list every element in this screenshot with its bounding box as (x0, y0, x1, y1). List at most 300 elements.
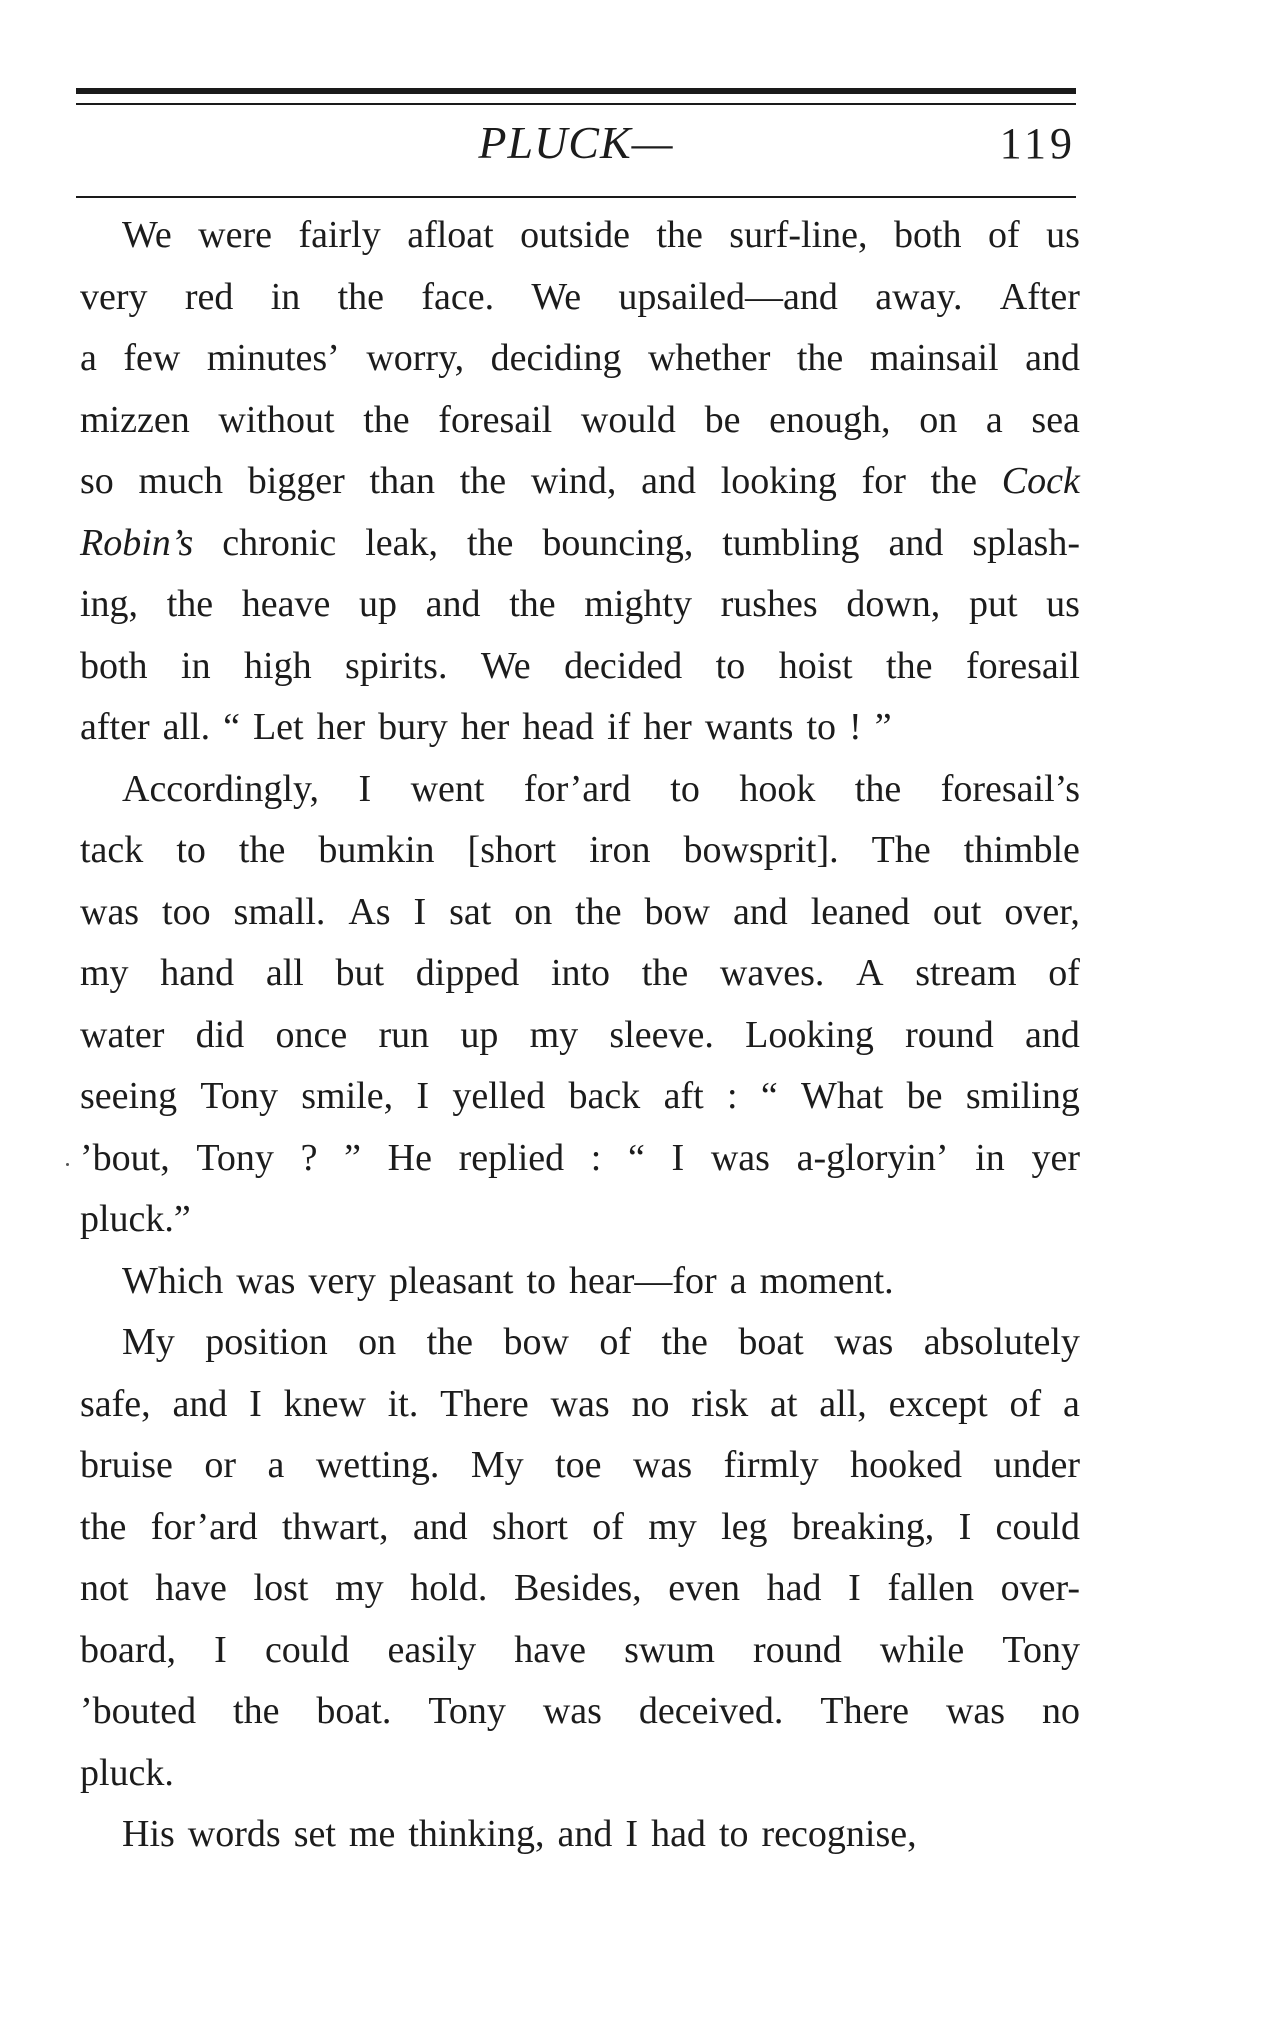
word: both (80, 644, 148, 687)
word: thinking, (408, 1813, 545, 1855)
word: I (214, 1628, 227, 1671)
word: firmly (723, 1444, 819, 1486)
word: iron (589, 829, 651, 871)
word: minutes’ (206, 337, 340, 379)
print-speck (66, 1163, 69, 1166)
word: sleeve. (609, 1013, 714, 1056)
word: the (426, 1321, 474, 1363)
word: afloat (407, 214, 494, 256)
word: replied (458, 1136, 565, 1179)
header-rule-bottom (76, 196, 1076, 198)
word: of (592, 1505, 624, 1548)
word: splash- (972, 521, 1080, 564)
word: We (531, 275, 582, 318)
word: toe (555, 1444, 602, 1486)
text-line (80, 1681, 1080, 1743)
word: the (930, 460, 978, 502)
word: all. (162, 706, 211, 748)
word: mainsail (869, 337, 999, 379)
word: seeing (80, 1075, 178, 1117)
word: Robin’s (80, 521, 194, 564)
running-title: PLUCK— (478, 117, 674, 168)
word: was (633, 1444, 693, 1486)
word: the (886, 644, 933, 687)
word: and (557, 1813, 613, 1855)
text-line (80, 697, 1080, 759)
word: The (871, 829, 931, 871)
word: looking (720, 460, 837, 502)
word: went (410, 767, 485, 810)
word: on (514, 890, 553, 933)
word: recognise, (761, 1813, 917, 1855)
word: for’ard (523, 767, 631, 810)
word: mighty (584, 583, 692, 625)
text-line (80, 1189, 1080, 1251)
word: for’ard (150, 1505, 258, 1548)
word: to (176, 829, 206, 871)
word: on (358, 1321, 397, 1363)
text-line (80, 513, 1080, 575)
word: “ (760, 1075, 778, 1117)
text-line (80, 1743, 1080, 1805)
word: Which (122, 1259, 224, 1302)
word: or (204, 1444, 237, 1486)
word: no (1042, 1690, 1080, 1732)
word: very (80, 275, 148, 318)
word: and (1025, 1013, 1080, 1056)
word: the (363, 398, 410, 441)
word: me (348, 1813, 396, 1855)
word: smiling (965, 1075, 1080, 1117)
word: Looking (745, 1013, 874, 1056)
text-line (80, 574, 1080, 636)
word: a (80, 337, 97, 379)
word: of (1009, 1382, 1042, 1425)
paragraph (80, 1312, 1080, 1804)
word: leaned (810, 890, 910, 933)
word: ! (849, 706, 862, 748)
text-line (80, 451, 1080, 513)
word: ” (874, 706, 892, 748)
word: without (218, 398, 335, 441)
word: I (848, 1567, 861, 1609)
word: deciding (490, 337, 622, 379)
word: had (651, 1813, 706, 1855)
word: fallen (887, 1567, 974, 1609)
word: over, (1004, 890, 1080, 933)
word: the (796, 337, 844, 379)
paragraph (80, 1804, 1080, 1866)
word: board, (80, 1628, 177, 1671)
word: I (413, 890, 427, 933)
word: over- (1000, 1567, 1080, 1609)
text-line (80, 636, 1080, 698)
word: away. (875, 275, 963, 318)
word: fairly (298, 214, 381, 256)
word: hold. (410, 1567, 488, 1609)
word: Accordingly, (122, 767, 319, 810)
word: us (1046, 583, 1080, 625)
word: knew (283, 1382, 366, 1425)
word: up (460, 1013, 499, 1056)
word: head (522, 706, 595, 748)
word: to (526, 1259, 557, 1302)
word: hand (160, 952, 235, 994)
word: her (643, 706, 692, 748)
word: stream (915, 952, 1017, 994)
text-line (80, 882, 1080, 944)
paragraph (80, 205, 1080, 759)
word: could (264, 1628, 350, 1671)
word: the (80, 1505, 127, 1548)
word: lost (253, 1567, 309, 1609)
word: boat (738, 1321, 804, 1363)
word: and (888, 521, 944, 564)
word: yelled (452, 1075, 546, 1117)
word: a (267, 1444, 285, 1486)
word: my (80, 952, 129, 994)
word: bruise (80, 1444, 173, 1486)
word: of (599, 1321, 631, 1363)
word: upsailed—and (618, 275, 838, 318)
word: Tony (428, 1690, 506, 1732)
word: no (631, 1382, 670, 1425)
word: was (542, 1690, 602, 1732)
word: Tony (200, 1075, 278, 1117)
word: pluck. (80, 1751, 174, 1794)
word: whether (647, 337, 771, 379)
word: was (236, 1259, 296, 1302)
word: except (888, 1382, 988, 1425)
word: her (316, 706, 366, 748)
word: After (999, 275, 1080, 318)
word: surf-line, (729, 214, 868, 256)
word: My (470, 1444, 524, 1486)
word: the (509, 583, 556, 625)
word: a (729, 1259, 747, 1302)
word: and (1025, 337, 1080, 379)
word: thwart, (281, 1505, 389, 1548)
running-head (76, 116, 1076, 176)
word: be (906, 1075, 943, 1117)
word: high (244, 644, 312, 687)
text-line (80, 328, 1080, 390)
word: breaking, (791, 1505, 935, 1548)
word: the (854, 767, 902, 810)
word: “ (223, 706, 240, 748)
text-line (80, 943, 1080, 1005)
word: to (670, 767, 700, 810)
word: position (205, 1321, 328, 1363)
word: have (514, 1628, 586, 1671)
word: tumbling (722, 521, 860, 564)
word: Cock (1001, 460, 1080, 502)
word: back (568, 1075, 641, 1117)
word: We (122, 214, 172, 256)
word: dipped (415, 952, 520, 994)
word: would (580, 398, 676, 441)
word: up (359, 583, 398, 625)
word: worry, (366, 337, 465, 379)
word: in (270, 275, 301, 318)
word: on (919, 398, 958, 441)
word: hoist (778, 644, 853, 687)
word: were (198, 214, 272, 256)
word: too (162, 890, 211, 933)
word: foresail’s (940, 767, 1080, 810)
word: after (80, 706, 150, 748)
word: spirits. (345, 644, 448, 687)
word: the (641, 952, 689, 994)
word: round (905, 1013, 994, 1056)
word: heave (241, 583, 331, 625)
word: hooked (850, 1444, 962, 1486)
word: the (166, 583, 214, 625)
text-line (80, 1804, 1080, 1866)
word: leg (721, 1505, 768, 1548)
page-number: 119 (999, 119, 1076, 168)
word: in (181, 644, 211, 687)
word: face. (421, 275, 495, 318)
word: words (187, 1813, 281, 1855)
word: chronic (222, 521, 337, 564)
word: ing, (80, 583, 139, 625)
text-line (80, 1435, 1080, 1497)
word: it. (387, 1382, 419, 1425)
word: for (861, 460, 906, 502)
word: water (80, 1013, 165, 1056)
word: short (491, 1505, 568, 1548)
word: her (460, 706, 510, 748)
text-line (80, 390, 1080, 452)
word: in (975, 1136, 1005, 1179)
word: thimble (963, 829, 1080, 871)
word: tack (80, 829, 144, 871)
word: but (335, 952, 385, 994)
word: ’bouted (80, 1690, 197, 1732)
text-line (80, 1620, 1080, 1682)
text-line (80, 1497, 1080, 1559)
word: outside (520, 214, 630, 256)
word: bowsprit]. (683, 829, 839, 871)
word: deceived. (638, 1690, 784, 1732)
word: us (1046, 214, 1080, 256)
word: of (1048, 952, 1080, 994)
word: very (308, 1259, 376, 1302)
word: I (249, 1382, 262, 1425)
header-rule-thick (76, 88, 1076, 94)
word: hear—for (569, 1259, 717, 1302)
word: much (138, 460, 223, 502)
word: I (416, 1075, 430, 1117)
text-line (80, 267, 1080, 329)
word: rushes (720, 583, 818, 625)
text-line (80, 1558, 1080, 1620)
word: pleasant (388, 1259, 514, 1302)
word: to (718, 1813, 749, 1855)
word: I (625, 1813, 639, 1855)
word: foresail (965, 644, 1080, 687)
word: moment. (759, 1259, 894, 1302)
word: at (770, 1382, 798, 1425)
word: ” (344, 1136, 361, 1179)
word: run (378, 1013, 430, 1056)
word: easily (387, 1628, 477, 1671)
text-line (80, 1312, 1080, 1374)
word: risk (691, 1382, 749, 1425)
word: out (932, 890, 982, 933)
word: : (726, 1075, 738, 1117)
word: bow (644, 890, 710, 933)
word: was (710, 1136, 770, 1179)
word: Besides, (513, 1567, 642, 1609)
word: was (80, 890, 140, 933)
word: boat. (316, 1690, 392, 1732)
word: and (172, 1382, 228, 1425)
word: His (122, 1813, 175, 1855)
word: even (668, 1567, 741, 1609)
word: wetting. (315, 1444, 440, 1486)
word: My (122, 1321, 175, 1363)
word: We (480, 644, 531, 687)
word: put (968, 583, 1018, 625)
paragraph (80, 759, 1080, 1251)
word: into (550, 952, 611, 994)
word: under (993, 1444, 1080, 1486)
word: ? (300, 1136, 318, 1179)
word: have (155, 1567, 227, 1609)
text-line (80, 205, 1080, 267)
paragraph (80, 1251, 1080, 1313)
word: a (1062, 1382, 1080, 1425)
word: I (358, 767, 372, 810)
word: to (806, 706, 837, 748)
word: my (335, 1567, 384, 1609)
word: smile, (301, 1075, 394, 1117)
word: bow (503, 1321, 569, 1363)
word: decided (564, 644, 683, 687)
word: both (893, 214, 962, 256)
word: mizzen (80, 398, 190, 441)
word: a-gloryin’ (796, 1136, 949, 1179)
word: and (732, 890, 788, 933)
word: the (466, 521, 514, 564)
word: swum (624, 1628, 715, 1671)
text-line (80, 1066, 1080, 1128)
word: There (440, 1382, 529, 1425)
word: absolutely (923, 1321, 1080, 1363)
word: be (704, 398, 741, 441)
word: while (879, 1628, 965, 1671)
word: Let (252, 706, 304, 748)
word: I (671, 1136, 685, 1179)
word: sat (449, 890, 492, 933)
word: the (575, 890, 622, 933)
word: was (550, 1382, 610, 1425)
word: so (80, 460, 114, 502)
word: What (801, 1075, 884, 1117)
word: the (661, 1321, 708, 1363)
word: pluck.” (80, 1198, 191, 1240)
word: the (337, 275, 384, 318)
word: once (275, 1013, 348, 1056)
word: the (238, 829, 286, 871)
word: hook (739, 767, 816, 810)
text-line (80, 1128, 1080, 1190)
word: red (184, 275, 234, 318)
word: my (648, 1505, 697, 1548)
word: was (945, 1690, 1006, 1732)
word: wants (704, 706, 794, 748)
word: bumkin (318, 829, 435, 871)
word: waves. (719, 952, 825, 994)
header-rule-thin (76, 103, 1076, 105)
word: bigger (247, 460, 345, 502)
word: small. (233, 890, 326, 933)
word: foresail (438, 398, 553, 441)
word: aft (663, 1075, 704, 1117)
word: and (641, 460, 696, 502)
text-line (80, 1251, 1080, 1313)
word: the (233, 1690, 280, 1732)
word: round (753, 1628, 842, 1671)
word: There (820, 1690, 909, 1732)
word: had (766, 1567, 822, 1609)
word: I (958, 1505, 972, 1548)
word: to (715, 644, 746, 687)
word: : (590, 1136, 602, 1179)
word: bouncing, (542, 521, 694, 564)
word: all (265, 952, 304, 994)
word: wind, (530, 460, 617, 502)
text-line (80, 1005, 1080, 1067)
word: if (607, 706, 631, 748)
body-text (80, 205, 1080, 1866)
word: was (834, 1321, 894, 1363)
word: “ (628, 1136, 645, 1179)
word: bury (378, 706, 448, 748)
text-line (80, 759, 1080, 821)
word: all, (819, 1382, 867, 1425)
word: sea (1031, 398, 1080, 441)
word: did (195, 1013, 245, 1056)
word: my (529, 1013, 579, 1056)
word: Tony (1002, 1628, 1080, 1671)
word: yer (1031, 1136, 1080, 1179)
word: As (348, 890, 391, 933)
word: A (856, 952, 884, 994)
word: [short (467, 829, 557, 871)
word: than (369, 460, 435, 502)
word: Tony (196, 1136, 274, 1179)
text-line (80, 820, 1080, 882)
word: down, (846, 583, 941, 625)
word: few (123, 337, 181, 379)
word: and (425, 583, 481, 625)
text-line (80, 1374, 1080, 1436)
word: could (995, 1505, 1080, 1548)
word: the (656, 214, 703, 256)
word: He (387, 1136, 432, 1179)
word: of (988, 214, 1020, 256)
word: leak, (365, 521, 439, 564)
word: enough, (769, 398, 891, 441)
word: ’bout, (80, 1136, 170, 1179)
word: and (412, 1505, 468, 1548)
word: set (293, 1813, 336, 1855)
word: the (459, 460, 507, 502)
word: safe, (80, 1382, 151, 1425)
